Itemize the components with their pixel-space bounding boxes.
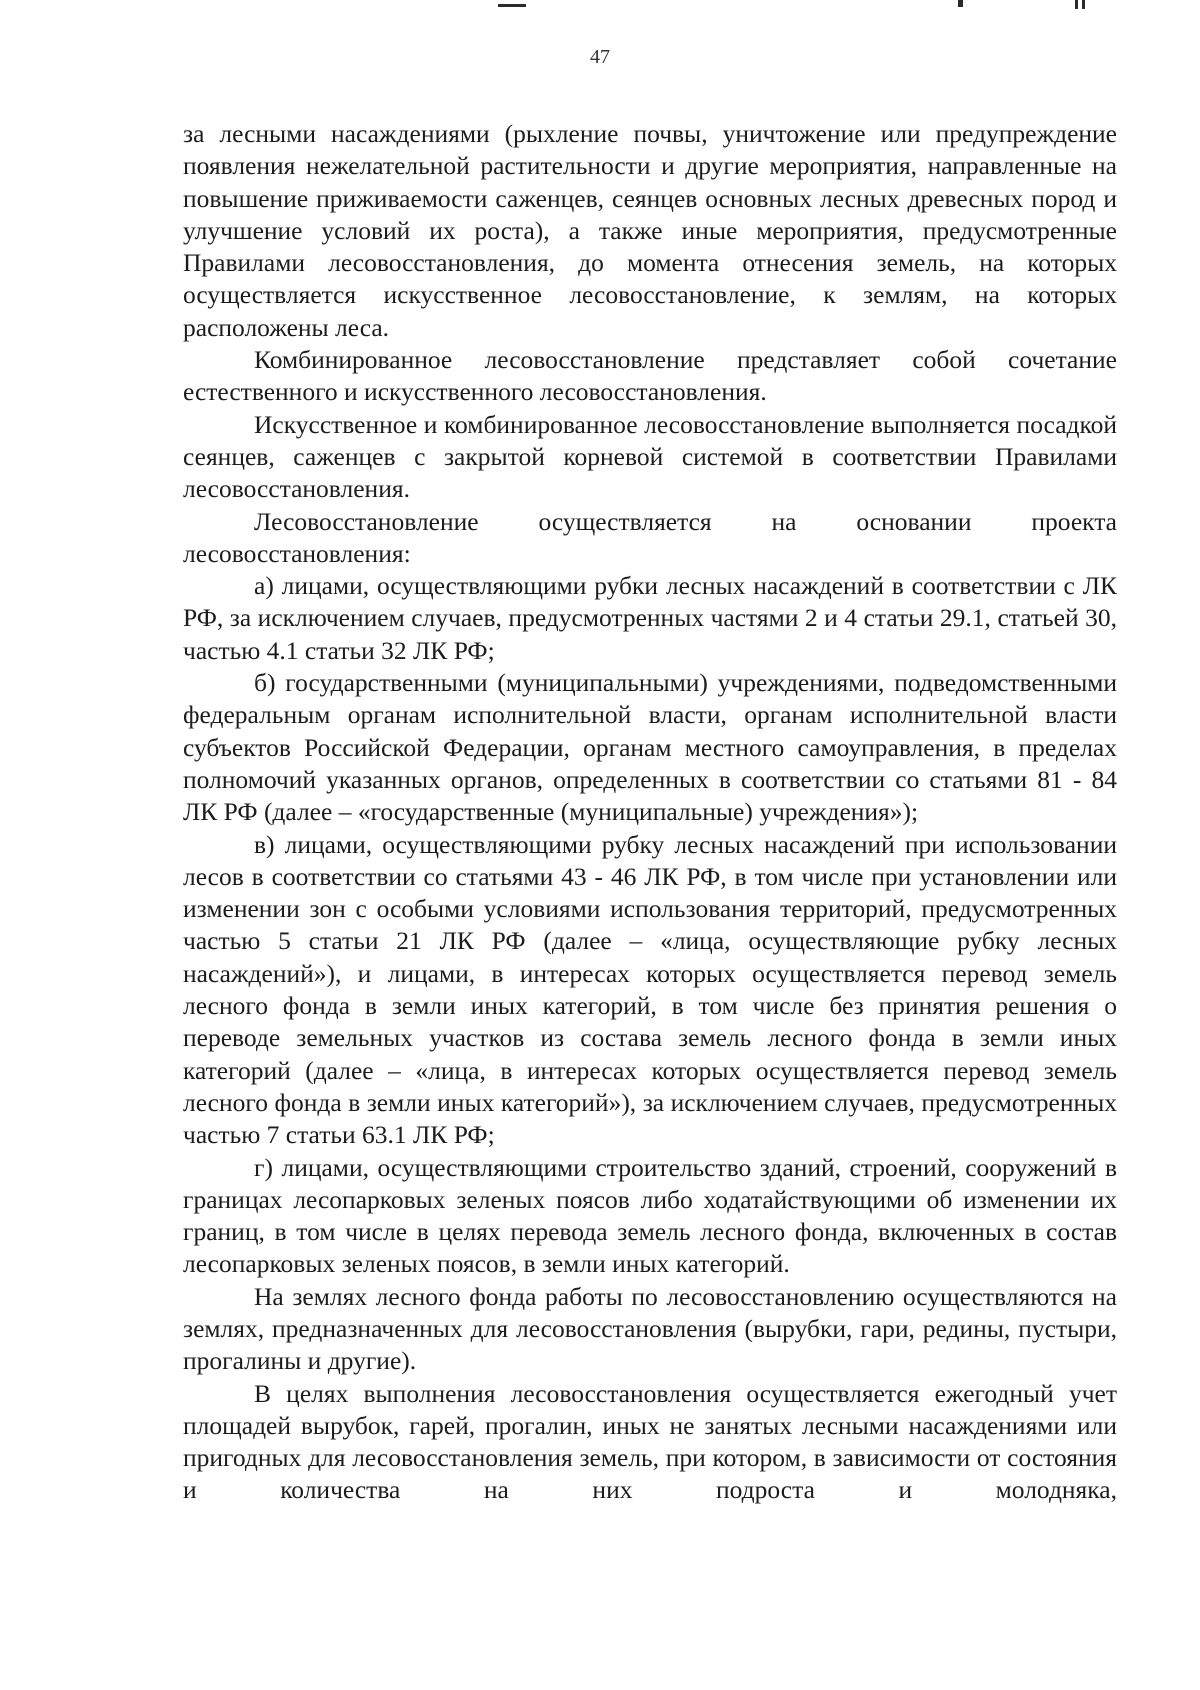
list-item-b: б) государственными (муниципальными) учреждениями, подведомственными федеральным органам исполнительной власти, органам исполнительной власти субъектов Российской Федерации, органам местного самоуправления, в пределах полномочий указанных органов, определенных в соответствии со статьями 81 - 84 ЛК РФ (далее – «государственные (муниципальные) учреждения»);	[183, 668, 1117, 827]
list-item-g: г) лицами, осуществляющими строительство зданий, строений, сооружений в границах лесопарковых зеленых поясов либо ходатайствующими об изменении их границ, в том числе в целях перевода земель лесного фонда, включенных в состав лесопарковых зеленых поясов, в земли иных категорий.	[183, 1152, 1117, 1279]
paragraph-artificial-reforestation: Искусственное и комбинированное лесовосстановление выполняется посадкой сеянцев, саженцев с закрытой корневой системой в соответствии Правилами лесовосстановления.	[183, 409, 1117, 504]
list-item-a: а) лицами, осуществляющими рубки лесных насаждений в соответствии с ЛК РФ, за исключением случаев, предусмотренных частями 2 и 4 статьи 29.1, статьей 30, частью 4.1 статьи 32 ЛК РФ;	[183, 571, 1117, 665]
scan-artifact-tick	[1075, 0, 1078, 9]
scan-artifact-dot	[958, 0, 963, 7]
scan-artifact-dash	[498, 4, 526, 7]
page-number: 47	[590, 46, 610, 68]
paragraph-combined-reforestation: Комбинированное лесовосстановление представляет собой сочетание естественного и искусственного лесовосстановления.	[183, 345, 1117, 407]
paragraph-forest-fund-lands: На землях лесного фонда работы по лесовосстановлению осуществляются на землях, предназначенных для лесовосстановления (вырубки, гари, редины, пустыри, прогалины и другие).	[183, 1281, 1117, 1376]
continuation-paragraph: за лесными насаждениями (рыхление почвы, уничтожение или предупреждение появления нежелательной растительности и другие мероприятия, направленные на повышение приживаемости саженцев, сеянцев основных лесных древесных пород и улучшение условий их роста), а также иные мероприятия, предусмотренные Правилами лесовосстановления, до момента отнесения земель, на которых осуществляется искусственное лесовосстановление, к землям, на которых расположены леса.	[183, 119, 1117, 342]
paragraph-annual-accounting: В целях выполнения лесовосстановления осуществляется ежегодный учет площадей вырубок, гарей, прогалин, иных не занятых лесными насаждениями или пригодных для лесовосстановления земель, при котором, в зависимости от состояния и количества на них подроста и молодняка,	[183, 1378, 1117, 1505]
list-item-v: в) лицами, осуществляющими рубку лесных насаждений при использовании лесов в соответствии со статьями 43 - 46 ЛК РФ, в том числе при установлении или изменении зон с особыми условиями использования территорий, предусмотренных частью 5 статьи 21 ЛК РФ (далее – «лица, осуществляющие рубку лесных насаждений»), и лицами, в интересах которых осуществляется перевод земель лесного фонда в земли иных категорий, в том числе без принятия решения о переводе земельных участков из состава земель лесного фонда в земли иных категорий (далее – «лица, в интересах которых осуществляется перевод земель лесного фонда в земли иных категорий»), за исключением случаев, предусмотренных частью 7 статьи 63.1 ЛК РФ;	[183, 829, 1117, 1150]
scan-artifact-tick	[1082, 0, 1085, 9]
paragraph-reforestation-basis: Лесовосстановление осуществляется на основании проекта лесовосстановления:	[183, 506, 1117, 568]
document-body	[183, 118, 1117, 1507]
